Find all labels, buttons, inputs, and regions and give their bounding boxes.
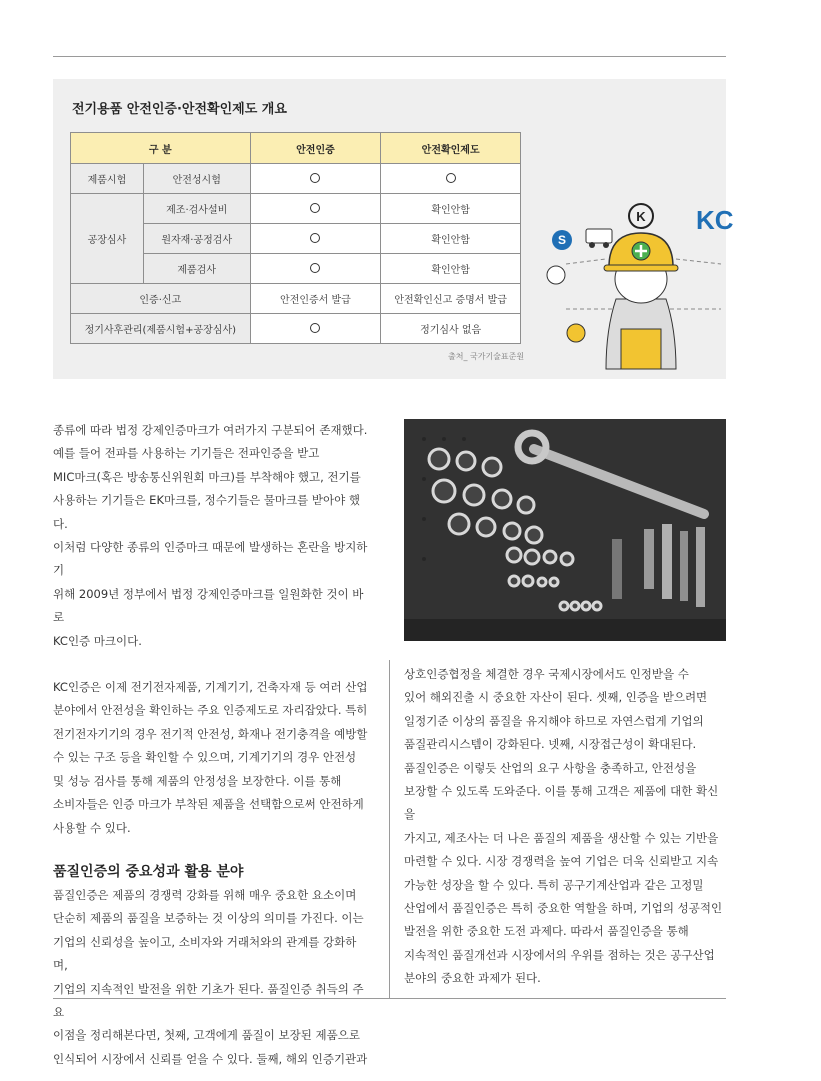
row-cert (250, 164, 381, 194)
row-cert (250, 314, 381, 344)
screw-icon (567, 324, 585, 342)
paragraph: 품질인증은 제품의 경쟁력 강화를 위해 매우 중요한 요소이며 단순히 제품의 품질을 보증하는 것 이상의 의미를 가진다. 이는 기업의 신뢰성을 높이고, 소비자와 거래처와의 관계를 강화하며, 기업의 지속적인 발전을 위한 기초가 된다. 품질인증 취득의 주요 이점을 정리해본다면, 첫째, 고객에게 품질이 보장된 제품으로 인식되어 시장에서 신뢰를 얻을 수 있다. 둘째, 해외 인증기관과 (53, 887, 368, 1066)
s-mark-label: S (557, 233, 567, 247)
column-divider (389, 660, 390, 998)
header-cert: 안전인증 (250, 133, 381, 164)
row-confirm (381, 164, 521, 194)
row-group: 정기사후관리(제품시험+공장심사) (71, 314, 251, 344)
left-column (53, 419, 371, 1071)
bottom-rule (53, 998, 726, 999)
row-group: 인증·신고 (71, 284, 251, 314)
section-heading: 품질인증의 중요성과 활용 분야 (53, 863, 244, 880)
circle-mark (310, 203, 320, 213)
row-group: 제품시험 (71, 164, 144, 194)
table-header-row (71, 133, 521, 164)
row-item: 안전성시험 (143, 164, 250, 194)
row-confirm: 정기심사 없음 (381, 314, 521, 344)
header-category: 구 분 (71, 133, 251, 164)
truck-icon (586, 229, 612, 243)
row-confirm: 확인안함 (381, 224, 521, 254)
safety-worker-illustration (546, 189, 734, 369)
row-item: 제품검사 (143, 254, 250, 284)
kc-mark-icon: KC (696, 205, 734, 235)
paragraph: 상호인증협정을 체결한 경우 국제시장에서도 인정받을 수 있어 해외진출 시 중요한 자산이 된다. 셋째, 인증을 받으려면 일정기준 이상의 품질을 유지해야 하므로 자연스럽게 기업의 품질관리시스템이 강화된다. 넷째, 시장접근성이 확대된다. 품질인증은 이렇듯 산업의 요구 사항을 충족하고, 안전성을 보장할 수 있도록 도와준다. 이를 통해 고객은 제품에 대한 확신을 가지고, 제조사는 더 나은 품질의 제품을 생산할 수 있는 기반을 마련할 수 있다. 시장 경쟁력을 높여 기업은 더욱 신뢰받고 지속 가능한 성장을 할 수 있다. 특히 공구기계산업과 같은 고정밀 산업에서 품질인증은 특히 중요한 역할을 하며, 기업의 성공적인 발전을 위한 중요한 도전 과제다. 따라서 품질인증을 통해 지속적인 품질개선과 시장에서의 우위를 점하는 것은 공구산업 분야의 중요한 과제가 된다. (404, 667, 723, 986)
box-title: 전기용품 안전인증·안전확인제도 개요 (72, 102, 287, 117)
paragraph: KC인증은 이제 전기전자제품, 기계기기, 건축자재 등 여러 산업 분야에서 안전성을 확인하는 주요 인증제도로 자리잡았다. 특히 전기전자기기의 경우 전기적 안전성, 화재나 전기충격을 예방할 수 있는 구조 등을 확인할 수 있으며, 기계기기의 경우 안전성 및 성능 검사를 통해 제품의 안정성을 보장한다. 이를 통해 소비자들은 인증 마크가 부착된 제품을 선택함으로써 안전하게 사용할 수 있다. (53, 680, 368, 835)
k-mark-label: K (636, 209, 646, 224)
top-rule (53, 56, 726, 57)
worker-vest (621, 329, 661, 369)
row-item: 제조·검사설비 (143, 194, 250, 224)
row-cert (250, 224, 381, 254)
row-confirm: 확인안함 (381, 254, 521, 284)
row-item: 원자재·공정검사 (143, 224, 250, 254)
tools-photo (404, 419, 726, 641)
circle-mark (310, 233, 320, 243)
row-group: 공장심사 (71, 194, 144, 284)
row-cert (250, 194, 381, 224)
table-row (71, 164, 521, 194)
paragraph: 종류에 따라 법정 강제인증마크가 여러가지 구분되어 존재했다. 예를 들어 전파를 사용하는 기기들은 전파인증을 받고 MIC마크(혹은 방송통신위원회 마크)를 부착해야 했고, 전기를 사용하는 기기들은 EK마크를, 정수기들은 물마크를 받아야 했다. 이처럼 다양한 종류의 인증마크 때문에 발생하는 혼란을 방지하기 위해 2009년 정부에서 법정 강제인증마크를 일원화한 것이 바로 KC인증 마크이다. (53, 423, 368, 648)
source-note: 출처_ 국가기술표준원 (448, 352, 525, 361)
overview-box (53, 79, 734, 379)
circle-mark (310, 173, 320, 183)
pliers-icon (547, 266, 565, 284)
circle-mark (310, 323, 320, 333)
row-cert (250, 254, 381, 284)
table-row (71, 314, 521, 344)
certification-table (70, 132, 521, 344)
row-confirm: 안전확인신고 증명서 발급 (381, 284, 521, 314)
right-column (404, 663, 726, 991)
table-row (71, 194, 521, 224)
row-confirm: 확인안함 (381, 194, 521, 224)
circle-mark (446, 173, 456, 183)
row-cert: 안전인증서 발급 (250, 284, 381, 314)
circle-mark (310, 263, 320, 273)
table-row (71, 284, 521, 314)
header-confirm: 안전확인제도 (381, 133, 521, 164)
